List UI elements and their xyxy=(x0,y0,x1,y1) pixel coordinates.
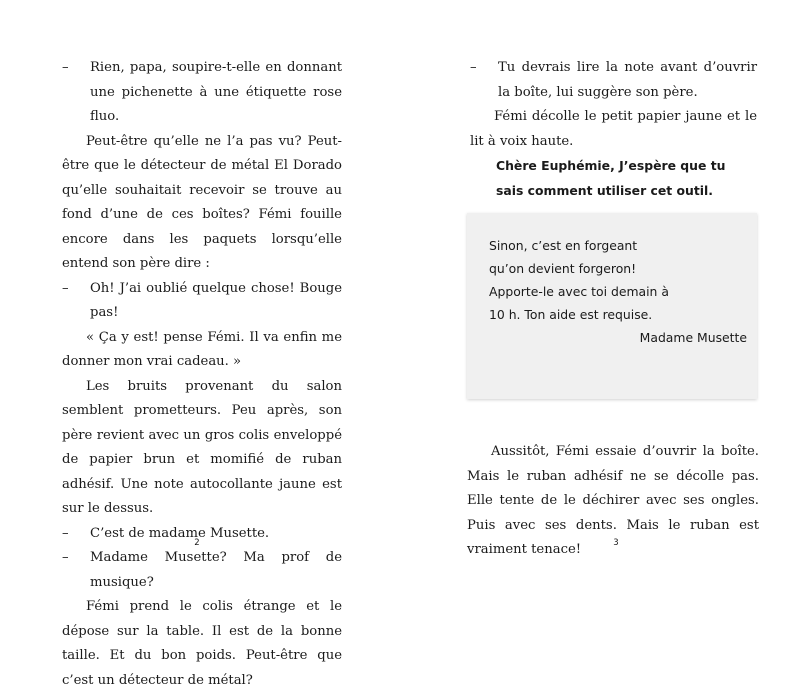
left-page xyxy=(0,0,405,688)
note-line: sais comment utiliser cet outil. xyxy=(496,182,713,198)
note-card-line: 10 h. Ton aide est requise. xyxy=(489,307,653,322)
paragraph: Aussitôt, Fémi essaie d’ouvrir la boîte. Mais le ruban adhésif ne se décolle pas. Elle tente de le déchirer avec ses ongles. Puis avec ses dents. Mais le ruban est vraiment tenace! xyxy=(467,444,759,557)
dialog-dash: – xyxy=(62,280,69,296)
dialog-text: Madame Musette? Ma prof de musique? xyxy=(90,550,342,590)
right-page xyxy=(405,0,810,588)
paragraph: Peut-être qu’elle ne l’a pas vu? Peut-être que le détecteur de métal El Dorado qu’elle souhaitait recevoir se trouve au fond d’une de ces boîtes? Fémi fouille encore dans les paquets lorsqu’elle entend son père dire : xyxy=(62,133,342,271)
right-page-text xyxy=(470,56,757,203)
dialog-line xyxy=(62,56,342,130)
dialog-dash: – xyxy=(62,550,69,565)
dialog-text: C’est de madame Musette. xyxy=(90,525,270,541)
note-card-line: qu’on devient forgeron! xyxy=(489,261,637,276)
dialog-line xyxy=(62,277,342,326)
left-page-text xyxy=(62,56,342,693)
page-number: 3 xyxy=(613,538,619,548)
note-signature: Madame Musette xyxy=(639,330,747,345)
paragraph: Les bruits provenant du salon semblent prometteurs. Peu après, son père revient avec un gros colis enveloppé de papier brun et momifié de ruban adhésif. Une note autocollante jaune est sur le dessus. xyxy=(62,378,342,516)
paragraph: Fémi décolle le petit papier jaune et le lit à voix haute. xyxy=(470,109,757,149)
paragraph: « Ça y est! pense Fémi. Il va enfin me donner mon vrai cadeau. » xyxy=(62,329,342,369)
note-card-line: Sinon, c’est en forgeant xyxy=(489,238,638,253)
dialog-dash: – xyxy=(470,60,477,75)
dialog-text: Oh! J’ai oublié quelque chose! Bouge pas! xyxy=(90,280,342,320)
note-card xyxy=(467,213,757,399)
dialog-text: Rien, papa, soupire-t-elle en donnant une pichenette à une étiquette rose fluo. xyxy=(90,60,342,124)
dialog-dash: – xyxy=(62,525,69,541)
note-line: Chère Euphémie, J’espère que tu xyxy=(496,158,726,173)
paragraph: Fémi prend le colis étrange et le dépose sur la table. Il est de la bonne taille. Et du bon poids. Peut-être que c’est un détecteur de métal? xyxy=(62,599,342,688)
page-number: 2 xyxy=(194,538,200,548)
note-card-text xyxy=(489,234,747,349)
dialog-text: Tu devrais lire la note avant d’ouvrir la boîte, lui suggère son père. xyxy=(498,60,757,100)
note-card-line: Apporte-le avec toi demain à xyxy=(489,284,669,299)
dialog-line xyxy=(470,56,757,105)
dialog-dash: – xyxy=(62,60,69,75)
